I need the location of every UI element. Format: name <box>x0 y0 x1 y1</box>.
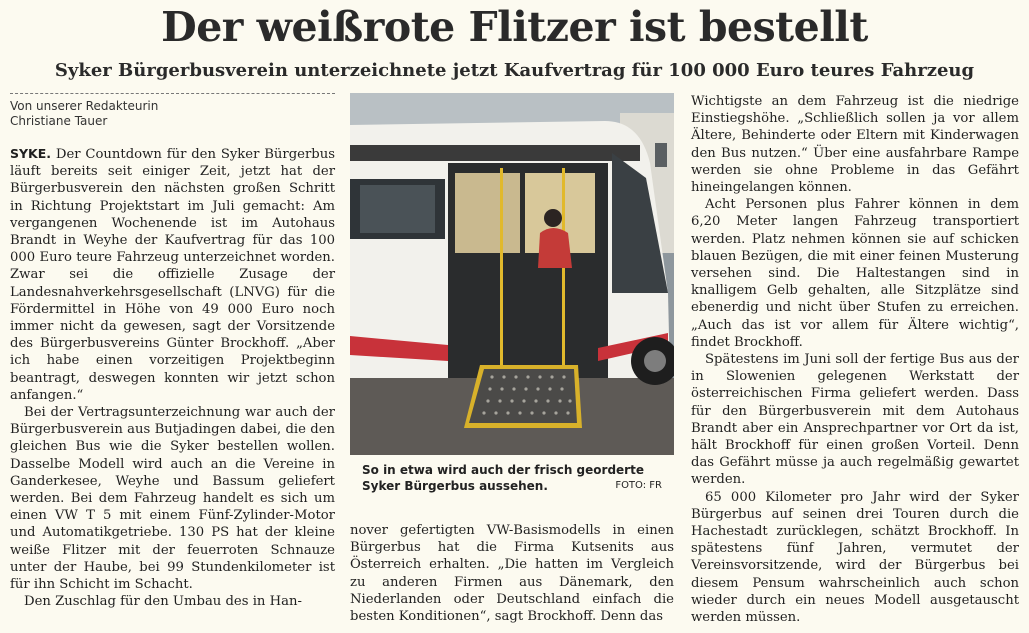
paragraph: 65 000 Kilometer pro Jahr wird der Syker Bürgerbus auf seinen drei Touren durch die Hachestadt zurücklegen, schätzt Brockhoff. In spätestens fünf Jahren, vermutet der Vereinsvorsitzende, wird der Bürgerbus bei diesem Pensum wahrscheinlich auch schon wieder durch ein neues Modell ausgetauscht werden müssen. <box>691 489 1019 626</box>
photo-credit: FOTO: FR <box>615 480 662 491</box>
paragraph-text: Der Countdown für den Syker Bürgerbus läuft bereits seit einiger Zeit, jetzt hat der Bürgerbusverein den nächsten großen Schritt in Richtung Projektstart im Juli gemacht: Am vergangenen Wochenende ist im Autohaus Brandt in Weyhe der Kaufvertrag für das 100 000 Euro teure Fahrzeug unterzeichnet worden. Zwar sei die offizielle Zusage der Landesnahverkehrsgesellschaft (LNVG) für die Fördermittel in Höhe von 49 000 Euro noch immer nicht da gewesen, sagt der Vorsitzende des Bürgerbusvereins Günter Brockhoff. „Aber ich habe einen vorzeitigen Projektbeginn beantragt, deswegen konnten wir jetzt schon anfangen.“ <box>10 147 335 403</box>
bus-illustration <box>350 93 674 455</box>
subheadline: Syker Bürgerbusverein unterzeichnete jetzt Kaufvertrag für 100 000 Euro teures Fahrzeug <box>54 60 975 81</box>
paragraph: Wichtigste an dem Fahrzeug ist die niedrige Einstiegshöhe. „Schließlich sollen ja vor allem Ältere, Behinderte oder Eltern mit Kinderwagen den Bus nutzen.“ Über eine ausfahrbare Rampe werden sie ohne Probleme in das Gefährt hineingelangen können. <box>691 94 1019 196</box>
byline-role: Von unserer Redakteurin <box>10 99 159 113</box>
article-column-1 <box>10 145 335 610</box>
paragraph: Acht Personen plus Fahrer können in dem 6,20 Meter langen Fahrzeug transportiert werden. Platz nehmen können sie auf schicken blauen Bezügen, die mit einer feinen Musterung versehen sind. Die Haltestangen sind in knalligem Gelb gehalten, alle Sitzplätze sind ebenerdig und nicht über Stufen zu erreichen. „Auch das ist vor allem für Ältere wichtig“, findet Brockhoff. <box>691 197 1019 350</box>
paragraph <box>10 145 335 404</box>
paragraph: Den Zuschlag für den Umbau des in Han- <box>24 594 302 610</box>
bus-photo <box>350 93 674 455</box>
paragraph: Spätestens im Juni soll der fertige Bus aus der in Slowenien gelegenen Werkstatt der österreichischen Firma geliefert werden. Dass für den Bürgerbusverein mit dem Autohaus Brandt aber ein Ansprechpartner vor Ort da ist, hält Brockhoff für einen großen Vorteil. Denn das Gefährt müsse ja auch regelmäßig gewartet werden. <box>691 352 1019 488</box>
paragraph: nover gefertigten VW-Basismodells in einen Bürgerbus hat die Firma Kutsenits aus Österreich erhalten. „Die hatten im Vergleich zu anderen Firmen aus Dänemark, den Niederlanden oder Deutschland einfach die besten Konditionen“, sagt Brockhoff. Denn das <box>350 523 674 625</box>
byline-author: Christiane Tauer <box>10 114 108 128</box>
paragraph: Bei der Vertragsunterzeichnung war auch der Bürgerbusverein aus Butjadingen dabei, die den gleichen Bus wie die Syker bestellen wollen. Dasselbe Modell wird auch an die Vereine in Ganderkesee, Weyhe und Bassum geliefert werden. Bei dem Fahrzeug handelt es sich um einen VW T 5 mit einem Fünf-Zylinder-Motor und Automatikgetriebe. 130 PS hat der kleine weiße Flitzer mit der feuerroten Schnauze unter der Haube, bei 99 Stundenkilometer ist für ihn Schicht im Schacht. <box>10 405 335 593</box>
dateline: SYKE. <box>10 146 52 161</box>
headline: Der weißrote Flitzer ist bestellt <box>161 3 868 51</box>
caption-text: So in etwa wird auch der frisch georderte Syker Bürgerbus aussehen. <box>362 463 644 493</box>
article-column-3 <box>691 93 1019 626</box>
photo-caption <box>350 456 674 512</box>
byline <box>10 93 335 129</box>
article-column-2 <box>350 522 674 625</box>
